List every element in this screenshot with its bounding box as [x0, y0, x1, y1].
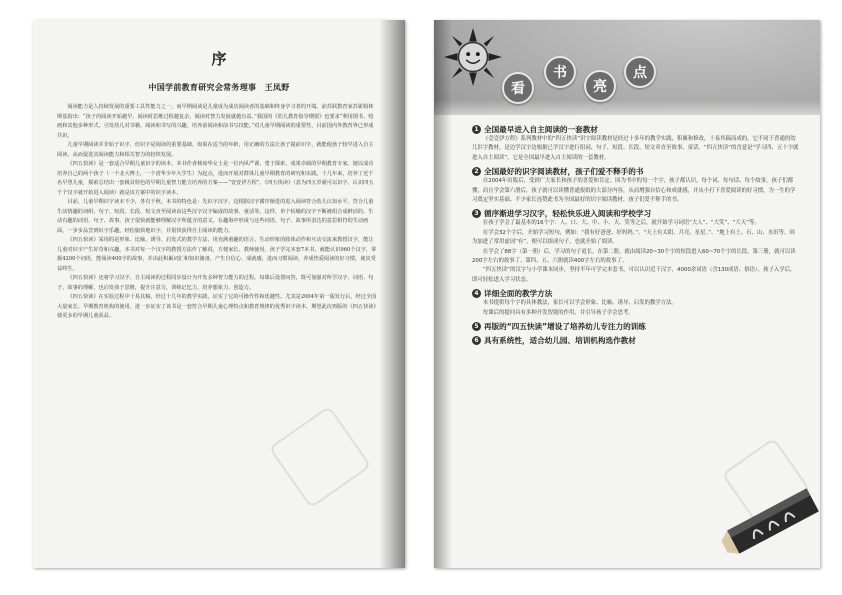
number-badge: 2	[472, 167, 481, 176]
highlight-section	[472, 321, 800, 332]
highlight-section	[472, 288, 800, 318]
section-text: 在孩子学会了最基本的16个字：人、口、大、中、小、天、笑等之后，就开始学习词语“大人”、“大笑”、“大天”等。	[482, 220, 760, 227]
highlight-section	[472, 124, 800, 163]
section-heading-text: 全国最早进入自主阅读的一套教材	[484, 125, 598, 134]
preface-title: 序	[211, 50, 227, 68]
section-heading	[472, 321, 800, 332]
number-badge: 6	[472, 336, 481, 345]
spine-shadow	[434, 20, 452, 568]
preface-paragraph: 《四五快读》是一套适合早期儿童识字的读本。本书作者杨琼华女士是一位内风严谨、勇于探索、成果卓硕的早期教育专家。她以成功培养自己的两个孩子（一个北大博士，一个清华少年大学生）为起点，进而开展对群体儿童早期教育的研究和实践。十几年来，培养了近千名早慧儿童，摸索总结出一套极具特色的早期儿童智力能力培养的方案——“壹壹伊方程”。《四五快读》（意为四五岁就可以识字、认识四五千个汉字就开始进入阅读）就是该方案中的识字读本。	[57, 161, 374, 196]
preface-paragraph: 目前，儿童早期识字读本不少，各有千秋。本书的特色是：先识字汉字，边根据汉字循序渐进的进入阅读符合幼儿认知水平，符合儿童生活情趣的词组、句子、短段、长段、短文直至阅读由这些汉字汉字编成的故事、童话等。这样，单个枯燥的汉字不断被组合成鲜活的、生动有趣的词语、句子、故事。孩子很快就能够理解汉字所蕴含的意义，在趣海中形成与这些词语、句子、故事所表达的意思相符的生动画面，一步步品尝到识字乐趣，轻松愉快地识字，并很快获得自主阅读的能力。	[57, 199, 374, 234]
section-text: 本书提供每个字的具体教法，家长可以学会形象、比喻、诱导、启发的教学方法。	[482, 300, 677, 307]
section-heading-text: 循序渐进学习汉字，轻松快乐进入阅读和学校学习	[484, 209, 652, 219]
preface-paragraph: 阅读能力是人持续发展的重要工具性能力之一，而早期阅读是儿童成为成功阅读者的基础和终身学习者的开端。前苏联教育家苏霍姆林斯基指出：“孩子的阅读开始越早，阅读时思维过程越复杂，阅读对智力发展就越有益。”我国的《幼儿教育指导纲要》也要求“利用图书、绘画和其他多种形式，引发幼儿对书籍、阅读和书写的兴趣，培养前阅读和前书写技能。”对儿童早期阅读的重要性，目前国内外教育界已形成共识。	[57, 104, 374, 139]
section-text: “四五快读”的汉字与小学课本同步，坚持半年可学完本套书，可以认识近千汉字，4000余词语（含130成语、俗语）。孩子入学后，即可轻松进入学习状态。	[472, 267, 796, 283]
preface-paragraph: 儿童早期阅读并非始于识字，但识字是阅读的重要基础。如果在适当的年龄，用正确的方法让孩子提前识字，就能使孩子较早进入自主阅读，从而促进其阅读能力和相关智力的较快发展。	[57, 142, 374, 158]
section-heading-text: 具有系统性，适合幼儿园、培训机构选作教材	[484, 336, 636, 346]
section-heading	[472, 288, 800, 299]
highlight-section	[472, 335, 800, 346]
preface-paragraph: 《四五快读》还将学习汉字、自主阅读的过程同步设计为开发多种智力能力的过程。每课后设置问答，既可加强对所学汉字、词语、句子、故事的理解，也启发孩子思维，提升注意力，训练记忆力，培养想象力、创造力。	[57, 275, 374, 291]
preface-author: 中国学前教育研究会常务理事 王凤野	[148, 82, 290, 92]
badge-kan: 看	[502, 72, 534, 104]
section-heading-text: 详细全面的教学方法	[484, 289, 553, 299]
badge-dian: 点	[624, 56, 656, 88]
header-fade	[434, 100, 820, 125]
right-page	[434, 20, 820, 568]
section-text: 《壹壹伊方程》系列教材中的“四五快读”识字阅读教材是经过十多年的教学实践、积累和修改，十易其稿而成的。它不同于普通的幼儿识字教材，是边学汉字边根据已学汉字进行组词、句子、短段、长段、短文章直至故事、童话。“四五快读”的含意是“学习四、五十字就进入自主阅读”，它是全国最早进入自主阅读的一套教材。	[472, 136, 799, 161]
highlight-section	[472, 166, 800, 205]
number-badge: 4	[472, 289, 481, 298]
section-text: 每课后的提问具有多种开发智能的作用，并引导孩子学会思考。	[482, 309, 634, 316]
preface-paragraph: 《四五快读》在实验过程中十易其稿，经过十几年的教学实践，证实了它的可操作性和优越性。尤其是2004年第一版发行后，经过全国大量家长、早期教育机构的使用，进一步证实了该书是一套符合早期儿童心理特点和教育规律的优秀识字读本。期望此次再版的《四五快读》使更多的早期儿童获益。	[57, 294, 377, 319]
sun-icon	[444, 28, 502, 86]
highlights-list	[472, 124, 800, 349]
watermark-stamp	[268, 405, 371, 508]
section-heading-text: 再版的“四五快读”增设了培养幼儿专注力的训练	[484, 322, 646, 332]
badge-shu: 书	[544, 56, 576, 88]
section-heading	[472, 208, 800, 219]
section-text: 自2004年出版后，受到广大家长和孩子的喜爱和肯定。因为书中的每一个字，孩子都认识，每个词、每句话、每个故事，孩子们都懂，而且学会第六册后，孩子就可以读懂普通报纸的大部分内容，从而增强自信心和成就感，并从小打下喜爱阅读的好习惯。为一生的学习奠定坚实基础。不少家长连赞此书为全国最好的识字阅读教材，孩子们爱不释手的书。	[472, 178, 796, 204]
section-text: 在学会了88字（第一册）后，学习的句子更长。在第二册，就由阅读20~30个字的短段进入60~70个字的长段。第三册，就可以读200字左右的故事了。第四、五、六册就读400字左右的故事了。	[472, 248, 796, 265]
section-heading	[472, 124, 800, 135]
section-heading	[472, 335, 800, 346]
preface-paragraph: 《四五快读》采用的是形象、比喻、诱导、启发式的教学方法，用充满童趣的语言、生动形象的肢体动作和互动交流来教授汉字，能让儿童对识字产生好奇和兴趣。本书对每一个汉字的教授方法作了解说，方便家长、教师使用。孩子学完本套7本书，就能认识960个汉字，掌握4200个词语，能阅读400字的故事，并由此积累词汇和知识储备，产生自信心、成就感，进而习惯阅读，养成热爱阅读的好习惯，使其受益终生。	[57, 237, 377, 272]
badge-liang: 亮	[584, 70, 616, 102]
highlight-section	[472, 208, 800, 285]
section-text: 在学会32个字后，开始学习短句，例如：“我有好爸爸、好妈妈。”、“天上有太阳、月亮、星星。”、“地上有土、石、山、水田等。因为加进了常用虚词“有”，便可以组成句子，也就开始了阅读。	[472, 229, 795, 246]
number-badge: 3	[472, 209, 481, 218]
preface-body	[57, 103, 377, 322]
number-badge: 5	[472, 322, 481, 331]
section-heading-text: 全国最好的识字阅读教材，孩子们爱不释手的书	[484, 167, 644, 177]
spine-shadow	[379, 20, 405, 568]
number-badge: 1	[472, 125, 481, 134]
left-page	[33, 20, 405, 568]
section-heading	[472, 166, 800, 177]
